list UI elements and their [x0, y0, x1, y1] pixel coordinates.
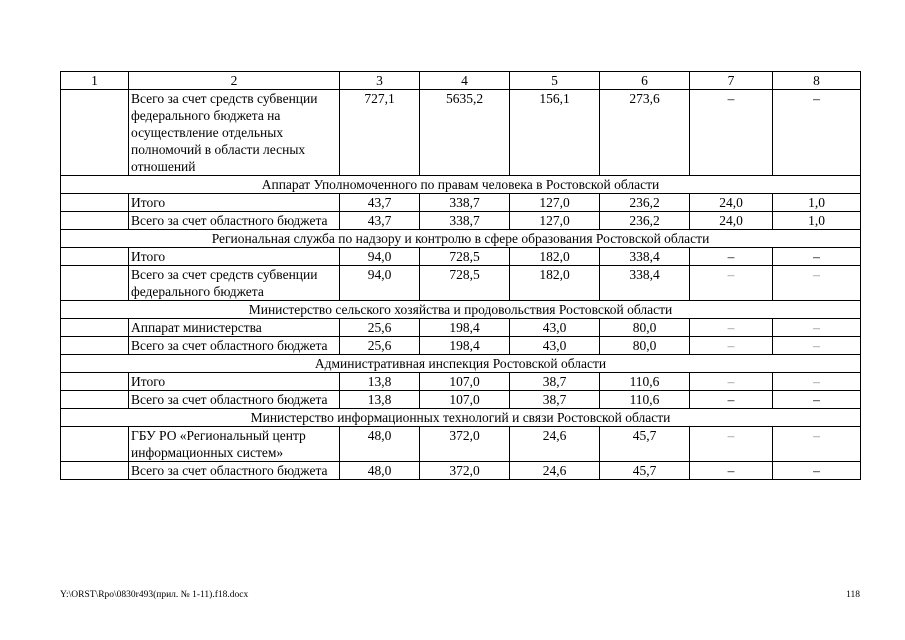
- row-label: Всего за счет областного бюджета: [129, 212, 340, 230]
- table-row: [61, 427, 861, 462]
- budget-table: [60, 71, 861, 480]
- row-number-cell: [61, 212, 129, 230]
- section-title: Министерство сельского хозяйства и продовольствия Ростовской области: [61, 301, 861, 319]
- footer-file-path: Y:\ORST\Rpo\0830r493(прил. № 1-11).f18.docx: [60, 590, 249, 600]
- table-body: [61, 72, 861, 480]
- header-cell: 6: [600, 72, 690, 90]
- value-cell: 338,7: [420, 212, 510, 230]
- value-cell: 24,6: [510, 427, 600, 462]
- value-cell: 198,4: [420, 319, 510, 337]
- value-cell: 48,0: [340, 462, 420, 480]
- table-row: [61, 391, 861, 409]
- value-cell: 198,4: [420, 337, 510, 355]
- table-row: [61, 319, 861, 337]
- value-cell: 156,1: [510, 90, 600, 176]
- value-cell: –: [690, 427, 773, 462]
- value-cell: –: [690, 373, 773, 391]
- row-label: ГБУ РО «Региональный центр информационных систем»: [129, 427, 340, 462]
- value-cell: 94,0: [340, 266, 420, 301]
- value-cell: –: [773, 373, 861, 391]
- value-cell: 24,0: [690, 194, 773, 212]
- value-cell: –: [773, 391, 861, 409]
- table-row: [61, 266, 861, 301]
- value-cell: 1,0: [773, 194, 861, 212]
- header-cell: 1: [61, 72, 129, 90]
- table-row: [61, 462, 861, 480]
- header-cell: 7: [690, 72, 773, 90]
- value-cell: 80,0: [600, 319, 690, 337]
- value-cell: 372,0: [420, 427, 510, 462]
- value-cell: 13,8: [340, 391, 420, 409]
- value-cell: –: [690, 266, 773, 301]
- value-cell: –: [690, 248, 773, 266]
- value-cell: 45,7: [600, 462, 690, 480]
- value-cell: 5635,2: [420, 90, 510, 176]
- page-number: 118: [846, 590, 860, 600]
- value-cell: 43,7: [340, 212, 420, 230]
- value-cell: 43,0: [510, 319, 600, 337]
- value-cell: –: [690, 319, 773, 337]
- section-title: Региональная служба по надзору и контролю в сфере образования Ростовской области: [61, 230, 861, 248]
- row-label: Всего за счет средств субвенции федерального бюджета на осуществление отдельных полномочий в области лесных отношений: [129, 90, 340, 176]
- value-cell: 110,6: [600, 391, 690, 409]
- header-cell: 2: [129, 72, 340, 90]
- value-cell: 24,6: [510, 462, 600, 480]
- header-row: [61, 72, 861, 90]
- value-cell: 236,2: [600, 212, 690, 230]
- value-cell: –: [690, 337, 773, 355]
- value-cell: –: [773, 319, 861, 337]
- value-cell: –: [773, 248, 861, 266]
- value-cell: 273,6: [600, 90, 690, 176]
- value-cell: 43,7: [340, 194, 420, 212]
- table-row: [61, 373, 861, 391]
- section-title: Административная инспекция Ростовской области: [61, 355, 861, 373]
- value-cell: 45,7: [600, 427, 690, 462]
- value-cell: 24,0: [690, 212, 773, 230]
- value-cell: 25,6: [340, 337, 420, 355]
- value-cell: 80,0: [600, 337, 690, 355]
- value-cell: 728,5: [420, 248, 510, 266]
- table-row: [61, 212, 861, 230]
- row-number-cell: [61, 373, 129, 391]
- row-number-cell: [61, 194, 129, 212]
- header-cell: 3: [340, 72, 420, 90]
- row-number-cell: [61, 391, 129, 409]
- value-cell: 236,2: [600, 194, 690, 212]
- section-row: [61, 176, 861, 194]
- value-cell: 127,0: [510, 194, 600, 212]
- value-cell: –: [690, 90, 773, 176]
- value-cell: –: [773, 266, 861, 301]
- row-label: Итого: [129, 248, 340, 266]
- value-cell: 43,0: [510, 337, 600, 355]
- row-number-cell: [61, 319, 129, 337]
- section-title: Министерство информационных технологий и связи Ростовской области: [61, 409, 861, 427]
- value-cell: 110,6: [600, 373, 690, 391]
- section-row: [61, 301, 861, 319]
- section-title: Аппарат Уполномоченного по правам человека в Ростовской области: [61, 176, 861, 194]
- section-row: [61, 409, 861, 427]
- value-cell: 25,6: [340, 319, 420, 337]
- row-number-cell: [61, 90, 129, 176]
- value-cell: 727,1: [340, 90, 420, 176]
- value-cell: 372,0: [420, 462, 510, 480]
- row-label: Итого: [129, 373, 340, 391]
- table-row: [61, 194, 861, 212]
- row-number-cell: [61, 248, 129, 266]
- row-number-cell: [61, 337, 129, 355]
- value-cell: 107,0: [420, 373, 510, 391]
- row-label: Итого: [129, 194, 340, 212]
- row-label: Всего за счет средств субвенции федерального бюджета: [129, 266, 340, 301]
- row-label: Всего за счет областного бюджета: [129, 391, 340, 409]
- value-cell: 127,0: [510, 212, 600, 230]
- value-cell: –: [773, 90, 861, 176]
- row-number-cell: [61, 462, 129, 480]
- row-label: Аппарат министерства: [129, 319, 340, 337]
- row-label: Всего за счет областного бюджета: [129, 462, 340, 480]
- value-cell: –: [690, 391, 773, 409]
- table-row: [61, 248, 861, 266]
- value-cell: 38,7: [510, 391, 600, 409]
- value-cell: 182,0: [510, 266, 600, 301]
- header-cell: 5: [510, 72, 600, 90]
- value-cell: 107,0: [420, 391, 510, 409]
- value-cell: –: [773, 427, 861, 462]
- value-cell: 1,0: [773, 212, 861, 230]
- value-cell: 48,0: [340, 427, 420, 462]
- value-cell: 338,4: [600, 248, 690, 266]
- value-cell: 13,8: [340, 373, 420, 391]
- row-label: Всего за счет областного бюджета: [129, 337, 340, 355]
- value-cell: 338,4: [600, 266, 690, 301]
- row-number-cell: [61, 427, 129, 462]
- value-cell: 38,7: [510, 373, 600, 391]
- value-cell: –: [773, 462, 861, 480]
- value-cell: 338,7: [420, 194, 510, 212]
- row-number-cell: [61, 266, 129, 301]
- table-row: [61, 90, 861, 176]
- section-row: [61, 355, 861, 373]
- value-cell: 94,0: [340, 248, 420, 266]
- header-cell: 8: [773, 72, 861, 90]
- header-cell: 4: [420, 72, 510, 90]
- table-row: [61, 337, 861, 355]
- value-cell: –: [690, 462, 773, 480]
- value-cell: –: [773, 337, 861, 355]
- section-row: [61, 230, 861, 248]
- value-cell: 182,0: [510, 248, 600, 266]
- value-cell: 728,5: [420, 266, 510, 301]
